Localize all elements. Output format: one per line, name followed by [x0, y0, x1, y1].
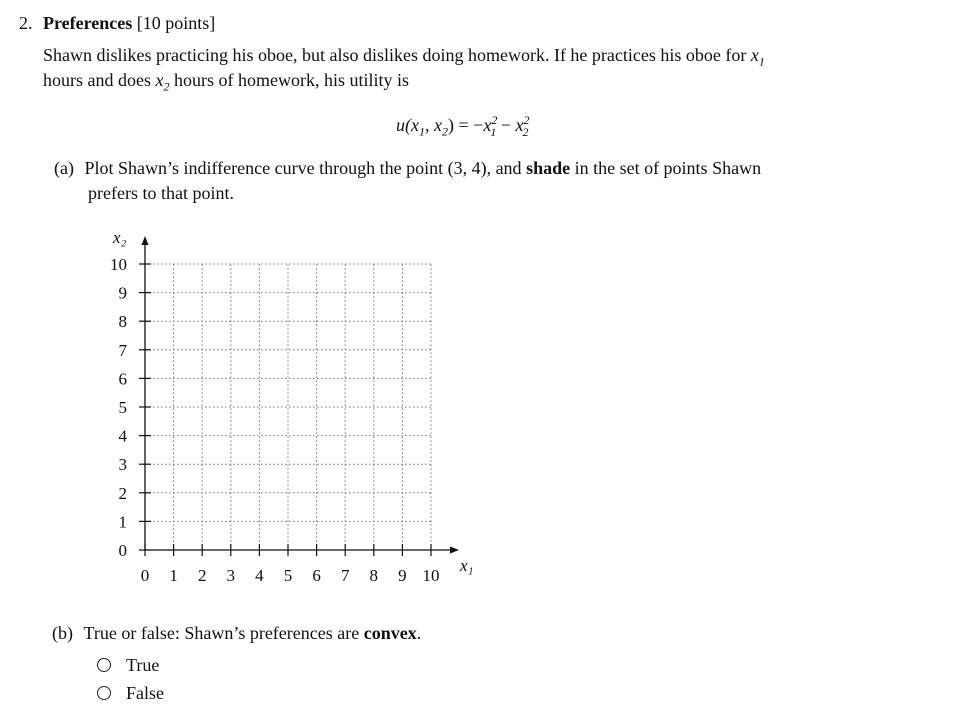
part-b-line: (b) True or false: Shawn’s preferences are convex.	[52, 623, 422, 643]
x-tick-label: 2	[197, 566, 207, 585]
y-tick-label: 7	[118, 340, 127, 360]
question-points: [10 points]	[136, 13, 216, 33]
part-a-label: (a)	[54, 158, 74, 178]
part-a-text-post: in the set of points Shawn	[574, 158, 762, 178]
x-tick-label: 8	[369, 566, 379, 585]
var-x1: $x_1$	[750, 45, 765, 69]
var-x2: $x_2$	[155, 70, 170, 94]
x-tick-label: 6	[312, 566, 321, 585]
y-axis-arrow	[142, 236, 149, 245]
y-tick-label: 9	[118, 283, 127, 303]
y-axis-label: x₂	[113, 228, 127, 247]
intro-text: Shawn dislikes practicing his oboe, but also dislikes doing homework. If he practices his oboe for	[43, 45, 747, 65]
x-tick-label: 5	[283, 566, 293, 585]
intro-text-post: hours of homework, his utility is	[173, 70, 409, 90]
y-tick-label: 2	[118, 483, 127, 503]
x-tick-label: 1	[169, 566, 178, 585]
y-tick-label: 10	[110, 255, 127, 274]
part-a-text-line2: prefers to that point.	[88, 183, 234, 203]
y-tick-label: 8	[118, 312, 127, 332]
question-title: Preferences	[43, 13, 133, 33]
option-false-label[interactable]: False	[126, 683, 164, 703]
x-tick-label: 7	[340, 566, 350, 585]
part-a-text: Plot Shawn’s indifference curve through the point (3, 4), and	[84, 158, 522, 178]
x-tick-label: 9	[398, 566, 407, 585]
intro-text-mid: hours and does	[43, 70, 151, 90]
y-tick-label: 4	[118, 426, 127, 446]
part-b-bold: convex	[363, 623, 417, 643]
x-axis-label: x₁	[460, 556, 474, 575]
x-tick-label: 10	[422, 566, 440, 585]
part-b-text: True or false: Shawn’s preferences are	[83, 623, 360, 643]
y-tick-label: 3	[118, 455, 127, 475]
part-a-bold: shade	[526, 158, 571, 178]
question-number: 2.	[19, 13, 33, 33]
radio-false[interactable]	[97, 686, 111, 700]
y-tick-label: 5	[118, 398, 127, 417]
utility-formula: $u(x_1$, $x_2) = -x^2_1 - x^2_2$	[396, 113, 530, 139]
part-b-label: (b)	[52, 623, 73, 643]
x-tick-label: 3	[226, 566, 236, 585]
x-tick-label: 4	[255, 566, 264, 585]
y-tick-label: 6	[118, 369, 127, 389]
option-true-label[interactable]: True	[126, 655, 160, 675]
x-axis-arrow	[450, 547, 459, 554]
y-tick-label: 1	[118, 512, 127, 532]
y-tick-label: 0	[118, 541, 127, 560]
radio-true[interactable]	[97, 658, 111, 672]
x-tick-label: 0	[140, 566, 150, 585]
